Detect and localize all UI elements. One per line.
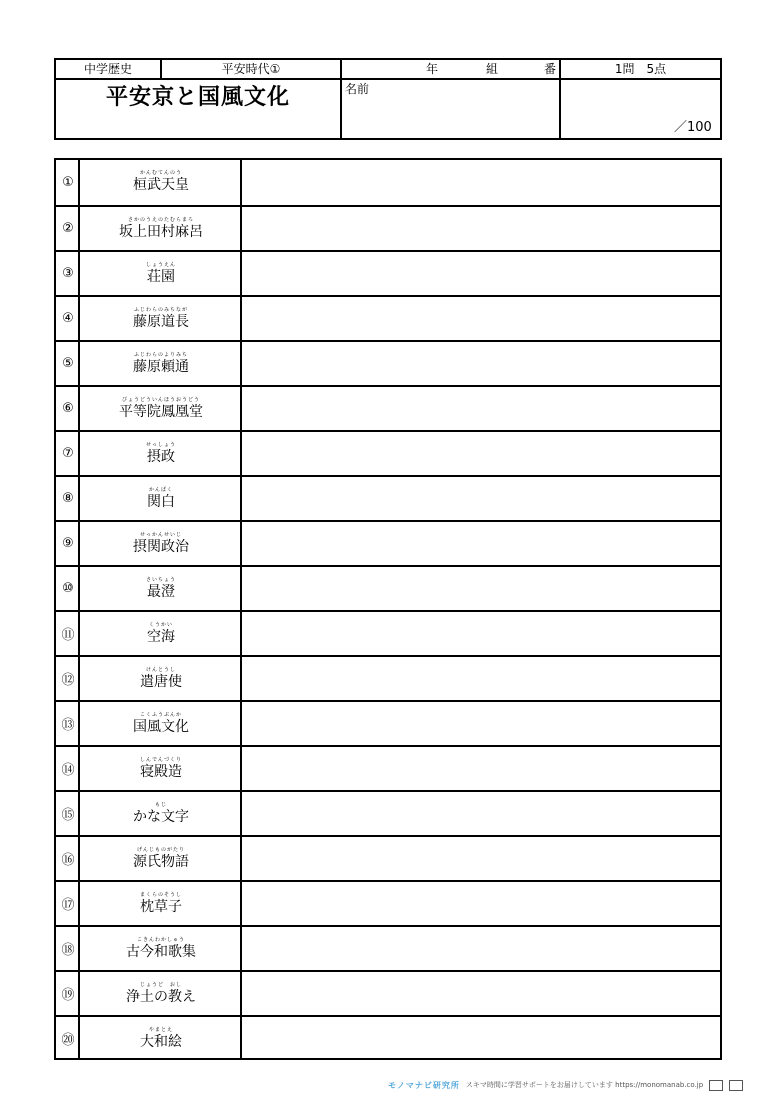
term-text: 最澄 xyxy=(147,584,175,600)
answer-field[interactable] xyxy=(242,612,720,655)
term-furigana: しょうえん xyxy=(145,262,176,268)
term-furigana: まくらのそうし xyxy=(139,892,182,898)
question-row xyxy=(56,385,720,430)
answer-field[interactable] xyxy=(242,972,720,1015)
answer-field[interactable] xyxy=(242,792,720,835)
term-text: 藤原道長 xyxy=(133,314,189,330)
question-row xyxy=(56,610,720,655)
term-furigana: ふじわらのみちなが xyxy=(133,307,188,313)
term-text: 平等院鳳凰堂 xyxy=(119,404,203,420)
question-row xyxy=(56,205,720,250)
term-furigana: せっしょう xyxy=(146,442,176,448)
question-number: ⑬ xyxy=(61,718,75,733)
brand-logo: モノマナビ研究所 xyxy=(388,1080,460,1090)
term-furigana: けんとうし xyxy=(145,667,176,673)
term-furigana: せっかんせいじ xyxy=(140,532,182,538)
term-furigana: しんでんづくり xyxy=(140,757,182,763)
answer-field[interactable] xyxy=(242,207,720,250)
question-number: ⑳ xyxy=(61,1033,75,1048)
question-term xyxy=(80,342,242,385)
question-term xyxy=(80,252,242,295)
question-row xyxy=(56,925,720,970)
question-term xyxy=(80,927,242,970)
question-term xyxy=(80,792,242,835)
answer-field[interactable] xyxy=(242,927,720,970)
question-term xyxy=(80,522,242,565)
question-number: ⑩ xyxy=(62,581,74,596)
question-number: ⑰ xyxy=(61,898,75,913)
unit-label: 平安時代① xyxy=(221,62,281,76)
question-term xyxy=(80,747,242,790)
question-row xyxy=(56,475,720,520)
term-text: 摂関政治 xyxy=(133,539,189,555)
term-furigana: びょうどういんほうおうどう xyxy=(121,397,200,403)
term-furigana: さいちょう xyxy=(145,577,176,583)
answer-field[interactable] xyxy=(242,882,720,925)
question-term xyxy=(80,207,242,250)
term-furigana: かんむてんのう xyxy=(139,170,182,176)
question-row xyxy=(56,655,720,700)
term-text: 坂上田村麻呂 xyxy=(119,224,203,240)
term-furigana: かんぱく xyxy=(148,487,173,493)
answer-field[interactable] xyxy=(242,567,720,610)
question-row xyxy=(56,1015,720,1060)
question-row xyxy=(56,430,720,475)
term-furigana: こくふうぶんか xyxy=(139,712,182,718)
question-number: ⑥ xyxy=(62,401,74,416)
answer-field[interactable] xyxy=(242,342,720,385)
question-row xyxy=(56,745,720,790)
question-number: ⑯ xyxy=(61,853,75,868)
question-number: ③ xyxy=(62,266,74,281)
number-label: 番 xyxy=(544,62,557,76)
class-label: 組 xyxy=(486,62,499,76)
question-row xyxy=(56,340,720,385)
question-number: ⑦ xyxy=(62,446,74,461)
name-field[interactable] xyxy=(342,80,559,138)
question-row xyxy=(56,970,720,1015)
term-furigana: こきんわかしゅう xyxy=(136,937,185,943)
term-text: 荘園 xyxy=(147,269,175,285)
question-row xyxy=(56,250,720,295)
question-term xyxy=(80,657,242,700)
question-term xyxy=(80,612,242,655)
footer-text: スキマ時間に学習サポートをお届けしています https://monomanab.co.jp xyxy=(465,1081,704,1089)
answer-field[interactable] xyxy=(242,387,720,430)
term-furigana: げんじものがたり xyxy=(136,847,185,853)
question-row xyxy=(56,700,720,745)
question-row xyxy=(56,835,720,880)
question-term xyxy=(80,432,242,475)
question-term xyxy=(80,837,242,880)
term-text: 空海 xyxy=(147,629,175,645)
answer-field[interactable] xyxy=(242,252,720,295)
worksheet-title: 平安京と国風文化 xyxy=(105,85,290,110)
year-label: 年 xyxy=(426,62,439,76)
term-text: 藤原頼通 xyxy=(133,359,189,375)
footer xyxy=(388,1078,768,1092)
question-row xyxy=(56,565,720,610)
question-number: ⑲ xyxy=(61,988,75,1003)
question-number: ⑧ xyxy=(62,491,74,506)
answer-field[interactable] xyxy=(242,837,720,880)
answer-field[interactable] xyxy=(242,297,720,340)
answer-field[interactable] xyxy=(242,160,720,205)
question-table xyxy=(54,158,722,1060)
question-number: ⑭ xyxy=(61,763,75,778)
answer-field[interactable] xyxy=(242,1017,720,1060)
answer-field[interactable] xyxy=(242,522,720,565)
question-row xyxy=(56,790,720,835)
question-term xyxy=(80,160,242,205)
name-label: 名前 xyxy=(345,82,370,96)
question-number: ⑪ xyxy=(61,628,75,643)
question-term xyxy=(80,972,242,1015)
score-total: ／100 xyxy=(674,120,712,135)
term-text: 大和絵 xyxy=(140,1034,182,1050)
answer-field[interactable] xyxy=(242,747,720,790)
answer-field[interactable] xyxy=(242,432,720,475)
question-number: ⑤ xyxy=(62,356,74,371)
term-text: 浄土の教え xyxy=(126,989,196,1005)
term-text: 源氏物語 xyxy=(133,854,189,870)
term-text: 国風文化 xyxy=(133,719,189,735)
question-term xyxy=(80,297,242,340)
term-text: 遣唐使 xyxy=(140,674,182,690)
term-text: 古今和歌集 xyxy=(126,944,196,960)
scoring-label: 1問 5点 xyxy=(614,62,667,76)
term-text: かな文字 xyxy=(133,809,189,825)
answer-field[interactable] xyxy=(242,702,720,745)
term-furigana: ふじわらのよりみち xyxy=(133,352,188,358)
question-number: ⑨ xyxy=(62,536,74,551)
question-term xyxy=(80,1017,242,1060)
term-furigana: くうかい xyxy=(148,622,173,628)
question-number: ④ xyxy=(62,311,74,326)
question-row xyxy=(56,160,720,205)
question-row xyxy=(56,880,720,925)
footer-badge xyxy=(729,1080,743,1091)
question-number: ⑮ xyxy=(61,808,75,823)
question-term xyxy=(80,702,242,745)
question-term xyxy=(80,882,242,925)
term-furigana: さかのうえのたむらまろ xyxy=(127,217,194,223)
question-term xyxy=(80,567,242,610)
term-text: 関白 xyxy=(147,494,175,510)
question-number: ② xyxy=(62,221,74,236)
answer-field[interactable] xyxy=(242,477,720,520)
question-term xyxy=(80,477,242,520)
question-row xyxy=(56,520,720,565)
question-number: ① xyxy=(62,175,74,190)
term-text: 摂政 xyxy=(147,449,175,465)
answer-field[interactable] xyxy=(242,657,720,700)
question-number: ⑱ xyxy=(61,943,75,958)
term-furigana: もじ xyxy=(154,802,167,808)
question-row xyxy=(56,295,720,340)
question-term xyxy=(80,387,242,430)
term-text: 寝殿造 xyxy=(140,764,182,780)
question-number: ⑫ xyxy=(61,673,75,688)
term-furigana: じょうど おし xyxy=(139,982,182,988)
worksheet-header xyxy=(54,58,722,140)
term-text: 桓武天皇 xyxy=(133,177,189,193)
term-text: 枕草子 xyxy=(140,899,182,915)
subject-label: 中学歴史 xyxy=(83,62,132,76)
term-furigana: やまとえ xyxy=(148,1027,173,1033)
footer-badge xyxy=(709,1080,723,1091)
